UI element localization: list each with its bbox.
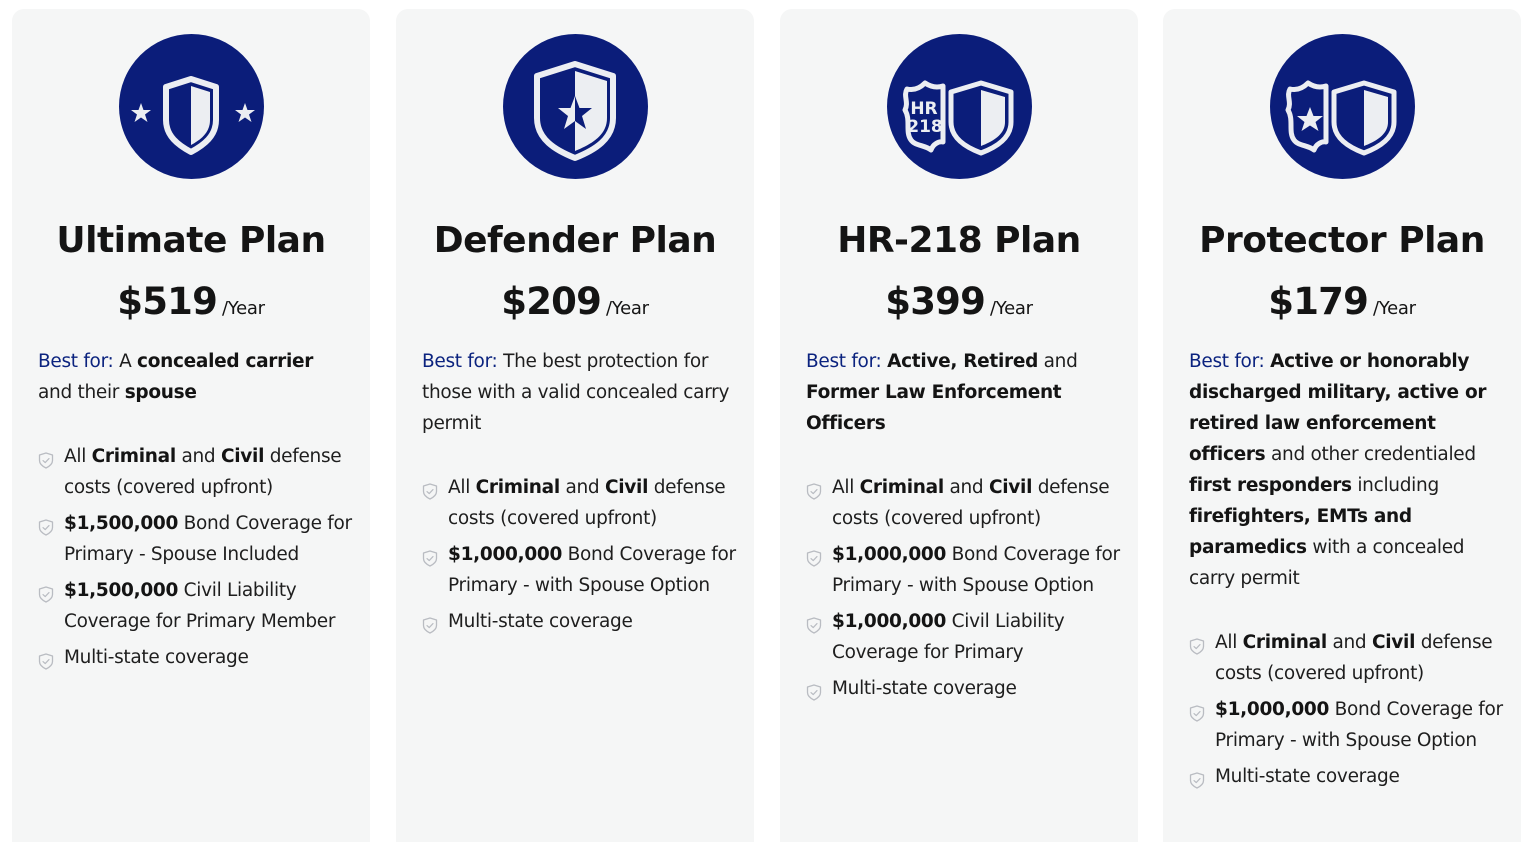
text: Multi-state coverage: [448, 611, 633, 632]
shield-check-icon: [422, 479, 438, 496]
feature-item: [422, 539, 736, 601]
text: Bond Coverage for Primary - with Spouse Option: [1215, 699, 1503, 751]
bold-text: $1,500,000: [64, 513, 179, 534]
best-for-label: Best for:: [1189, 351, 1265, 372]
text: and: [943, 477, 989, 498]
feature-item: [38, 575, 352, 637]
price-period: /Year: [990, 298, 1033, 319]
shield-check-icon: [38, 448, 54, 465]
shield-check-icon: [422, 613, 438, 630]
bold-text: Criminal: [475, 477, 560, 498]
bold-text: $1,000,000: [832, 611, 947, 632]
shield-check-icon: [1189, 768, 1205, 785]
feature-item: [806, 539, 1120, 601]
text: Multi-state coverage: [64, 647, 249, 668]
feature-item: [38, 642, 352, 673]
feature-item: [1189, 761, 1503, 792]
best-for-description: [1189, 351, 1486, 589]
feature-item: [38, 441, 352, 503]
text: Bond Coverage for Primary - Spouse Included: [64, 513, 352, 565]
feature-item: [38, 508, 352, 570]
hr218-badge-and-shield-icon: [887, 34, 1032, 179]
shield-check-icon: [38, 649, 54, 666]
bold-text: Criminal: [91, 446, 176, 467]
price-period: /Year: [222, 298, 265, 319]
shield-check-icon: [1189, 634, 1205, 651]
text: All: [1215, 632, 1243, 653]
price-period: /Year: [1373, 298, 1416, 319]
text: and: [559, 477, 605, 498]
bold-text: Civil: [988, 477, 1033, 498]
text: Bond Coverage for Primary - with Spouse Option: [448, 544, 736, 596]
text: Multi-state coverage: [832, 678, 1017, 699]
text: The best protection for those with a valid concealed carry permit: [422, 351, 730, 434]
plan-title: Defender Plan: [433, 220, 717, 261]
shield-with-two-stars-icon: [119, 34, 264, 179]
plan-card-protector[interactable]: [1163, 9, 1521, 842]
text: Civil Liability Coverage for Primary: [832, 611, 1065, 663]
police-badge-and-shield-icon: [1270, 34, 1415, 179]
text: and their: [38, 382, 125, 403]
feature-item: [806, 673, 1120, 704]
text: defense costs (covered upfront): [64, 446, 342, 498]
price-period: /Year: [606, 298, 649, 319]
bold-text: spouse: [124, 382, 197, 403]
bold-text: Civil: [1371, 632, 1416, 653]
price-row: [1163, 277, 1521, 334]
bold-text: Active or honorably discharged military, active or retired law enforcement officers: [1189, 351, 1487, 465]
price-row: [780, 277, 1138, 334]
plan-price: $399: [885, 280, 986, 323]
text: and: [1038, 351, 1078, 372]
text: defense costs (covered upfront): [448, 477, 726, 529]
feature-item: [806, 606, 1120, 668]
text: All: [832, 477, 860, 498]
best-for-label: Best for:: [38, 351, 114, 372]
shield-check-icon: [806, 613, 822, 630]
price-row: [12, 277, 370, 334]
shield-with-star-icon: [503, 34, 648, 179]
shield-check-icon: [422, 546, 438, 563]
feature-list: [422, 472, 736, 642]
feature-item: [422, 606, 736, 637]
bold-text: firefighters, EMTs and paramedics: [1189, 506, 1412, 558]
plan-title: Ultimate Plan: [56, 220, 326, 261]
shield-check-icon: [1189, 701, 1205, 718]
bold-text: Civil: [220, 446, 265, 467]
text: Civil Liability Coverage for Primary Member: [64, 580, 336, 632]
bold-text: $1,000,000: [448, 544, 563, 565]
text: All: [448, 477, 476, 498]
feature-item: [422, 472, 736, 534]
text: A: [113, 351, 138, 372]
text: including: [1351, 475, 1439, 496]
price-row: [396, 277, 754, 334]
text: and: [1326, 632, 1372, 653]
plan-price: $209: [501, 280, 602, 323]
text: Bond Coverage for Primary - with Spouse Option: [832, 544, 1120, 596]
shield-check-icon: [806, 680, 822, 697]
text: and other credentialed: [1265, 444, 1476, 465]
shield-check-icon: [806, 546, 822, 563]
shield-check-icon: [806, 479, 822, 496]
feature-list: [1189, 627, 1503, 797]
shield-check-icon: [38, 515, 54, 532]
hr-text: HR: [910, 99, 938, 119]
text: Multi-state coverage: [1215, 766, 1400, 787]
feature-item: [1189, 694, 1503, 756]
plan-card-defender[interactable]: [396, 9, 754, 842]
bold-text: first responders: [1189, 475, 1352, 496]
218-text: 218: [907, 117, 943, 137]
text: with a concealed carry permit: [1189, 537, 1465, 589]
plan-card-hr218[interactable]: [780, 9, 1138, 842]
plan-price: $519: [117, 280, 218, 323]
shield-check-icon: [38, 582, 54, 599]
best-for-text: [1189, 346, 1503, 594]
bold-text: $1,000,000: [832, 544, 947, 565]
text: and: [175, 446, 221, 467]
feature-item: [806, 472, 1120, 534]
feature-item: [1189, 627, 1503, 689]
bold-text: concealed carrier: [137, 351, 314, 372]
feature-list: [38, 441, 352, 678]
plan-card-ultimate[interactable]: [12, 9, 370, 842]
bold-text: $1,500,000: [64, 580, 179, 601]
feature-list: [806, 472, 1120, 709]
bold-text: Criminal: [1242, 632, 1327, 653]
bold-text: $1,000,000: [1215, 699, 1330, 720]
plan-title: Protector Plan: [1199, 220, 1485, 261]
bold-text: Civil: [604, 477, 649, 498]
plan-title: HR-218 Plan: [837, 220, 1081, 261]
text: All: [64, 446, 92, 467]
best-for-text: [38, 346, 352, 408]
best-for-label: Best for:: [806, 351, 882, 372]
best-for-text: [422, 346, 736, 439]
bold-text: Former Law Enforcement Officers: [806, 382, 1062, 434]
plan-price: $179: [1268, 280, 1369, 323]
best-for-text: [806, 346, 1120, 439]
text: defense costs (covered upfront): [832, 477, 1110, 529]
bold-text: Active, Retired: [887, 351, 1039, 372]
best-for-label: Best for:: [422, 351, 498, 372]
text: defense costs (covered upfront): [1215, 632, 1493, 684]
bold-text: Criminal: [859, 477, 944, 498]
